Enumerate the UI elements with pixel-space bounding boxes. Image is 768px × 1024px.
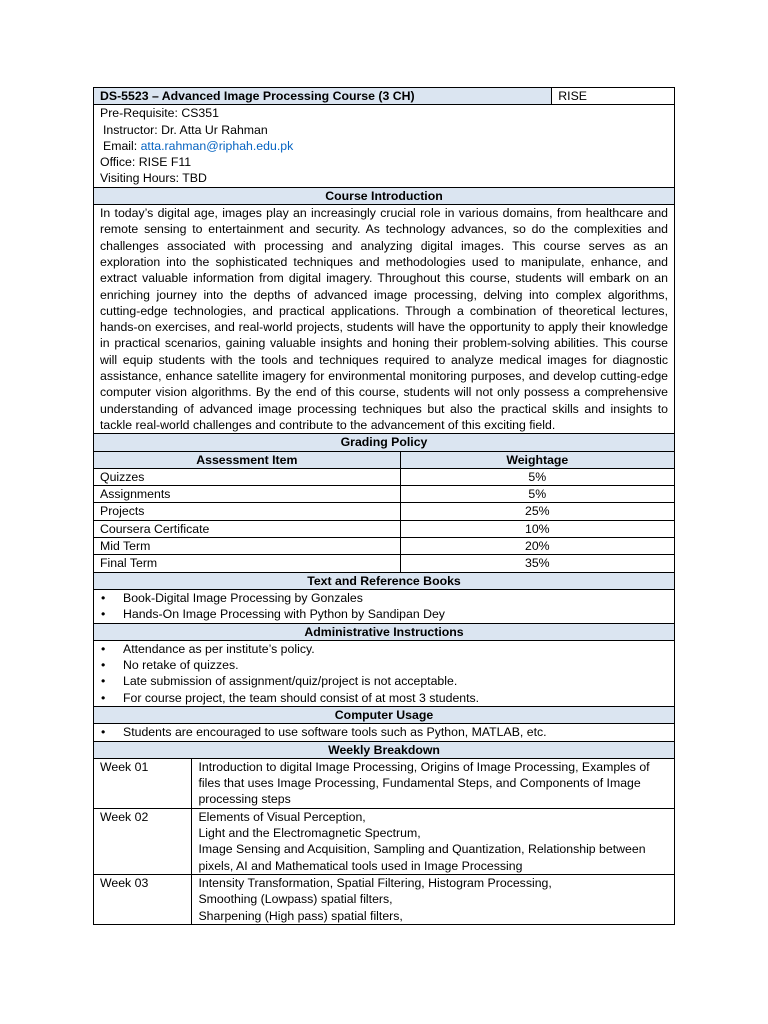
grading-item: Coursera Certificate [94, 520, 401, 537]
admin-list [94, 640, 675, 706]
assessment-item-header: Assessment Item [94, 451, 401, 468]
email-line [100, 138, 668, 154]
course-outline-table [93, 87, 675, 925]
grading-heading: Grading Policy [94, 434, 675, 451]
list-item: • Attendance as per institute’s policy. [100, 641, 668, 657]
grading-item: Mid Term [94, 538, 401, 555]
list-item: • Late submission of assignment/quiz/project is not acceptable. [100, 673, 668, 689]
week-topic: Smoothing (Lowpass) spatial filters, [198, 892, 393, 907]
course-info-row [94, 105, 675, 187]
department-cell: RISE [552, 88, 675, 105]
email-label: Email: [103, 138, 141, 153]
course-info [94, 105, 675, 187]
week-label: Week 03 [94, 874, 192, 924]
grading-row [94, 520, 675, 537]
grading-item: Assignments [94, 486, 401, 503]
grading-weight: 10% [400, 520, 674, 537]
intro-text: In today’s digital age, images play an increasingly crucial role in various domains, from healthcare and remote sensing to entertainment and security. As technology advances, so do the complexities and challenges associated with processing and analyzing digital images. This course serves as an exploration into the sophisticated techniques and methodologies used to manipulate, enhance, and extract valuable information from digital imagery. Throughout this course, students will embark on an enriching journey into the depths of advanced image processing, delving into complex algorithms, cutting-edge technologies, and practical applications. Through a combination of theoretical lectures, hands-on exercises, and real-world projects, students will have the opportunity to apply their knowledge in practical scenarios, gaining valuable insights and honing their problem-solving abilities. This course will equip students with the tools and techniques required to analyze medical images for diagnostic assistance, enhance satellite imagery for environmental monitoring purposes, and develop cutting-edge computer vision algorithms. By the end of this course, students will not only possess a comprehensive understanding of advanced image processing techniques but also the practical skills and insights to tackle real-world challenges and contribute to the advancement of this exciting field. [94, 205, 675, 434]
grading-row [94, 468, 675, 485]
grading-row [94, 555, 675, 572]
list-item: • Book-Digital Image Processing by Gonzales [100, 590, 668, 606]
prerequisite: Pre-Requisite: CS351 [100, 106, 219, 121]
weekly-heading: Weekly Breakdown [94, 741, 675, 758]
week-row [94, 758, 675, 808]
list-item: • For course project, the team should consist of at most 3 students. [100, 690, 668, 706]
week-topic: Light and the Electromagnetic Spectrum, [198, 826, 421, 841]
week-label: Week 01 [94, 758, 192, 808]
grading-row [94, 486, 675, 503]
list-item: • Hands-On Image Processing with Python by Sandipan Dey [100, 606, 668, 622]
week-row [94, 874, 675, 924]
computer-heading: Computer Usage [94, 706, 675, 723]
week-content [192, 758, 675, 808]
office: Office: RISE F11 [100, 155, 192, 170]
grading-weight: 5% [400, 486, 674, 503]
grading-header-row [94, 451, 675, 468]
week-row [94, 808, 675, 874]
books-heading: Text and Reference Books [94, 572, 675, 589]
week-topic: Intensity Transformation, Spatial Filtering, Histogram Processing, [198, 875, 552, 890]
grading-row [94, 538, 675, 555]
week-content [192, 808, 675, 874]
week-content [192, 874, 675, 924]
admin-heading: Administrative Instructions [94, 623, 675, 640]
list-item: • Students are encouraged to use software tools such as Python, MATLAB, etc. [100, 724, 668, 740]
week-topic: Elements of Visual Perception, [198, 809, 366, 824]
grading-weight: 35% [400, 555, 674, 572]
weightage-header: Weightage [400, 451, 674, 468]
grading-row [94, 503, 675, 520]
instructor: Instructor: Dr. Atta Ur Rahman [103, 122, 268, 137]
week-topic: Image Sensing and Acquisition, Sampling and Quantization, Relationship between pixels, AI and Mathematical tools used in Image Processing [198, 842, 646, 873]
grading-weight: 20% [400, 538, 674, 555]
grading-item: Projects [94, 503, 401, 520]
week-topic: Introduction to digital Image Processing, Origins of Image Processing, Examples of files that uses Image Processing, Fundamental Steps, and Components of Image processing steps [198, 759, 650, 807]
computer-list [94, 724, 675, 741]
title-row [94, 88, 675, 105]
books-list [94, 589, 675, 623]
course-title: DS-5523 – Advanced Image Processing Course (3 CH) [94, 88, 552, 105]
intro-heading: Course Introduction [94, 187, 675, 204]
week-label: Week 02 [94, 808, 192, 874]
grading-item: Quizzes [94, 468, 401, 485]
grading-weight: 5% [400, 468, 674, 485]
visiting-hours: Visiting Hours: TBD [100, 171, 207, 186]
week-topic: Sharpening (High pass) spatial filters, [198, 908, 403, 923]
grading-item: Final Term [94, 555, 401, 572]
email-link[interactable]: atta.rahman@riphah.edu.pk [140, 138, 294, 153]
grading-weight: 25% [400, 503, 674, 520]
list-item: • No retake of quizzes. [100, 657, 668, 673]
